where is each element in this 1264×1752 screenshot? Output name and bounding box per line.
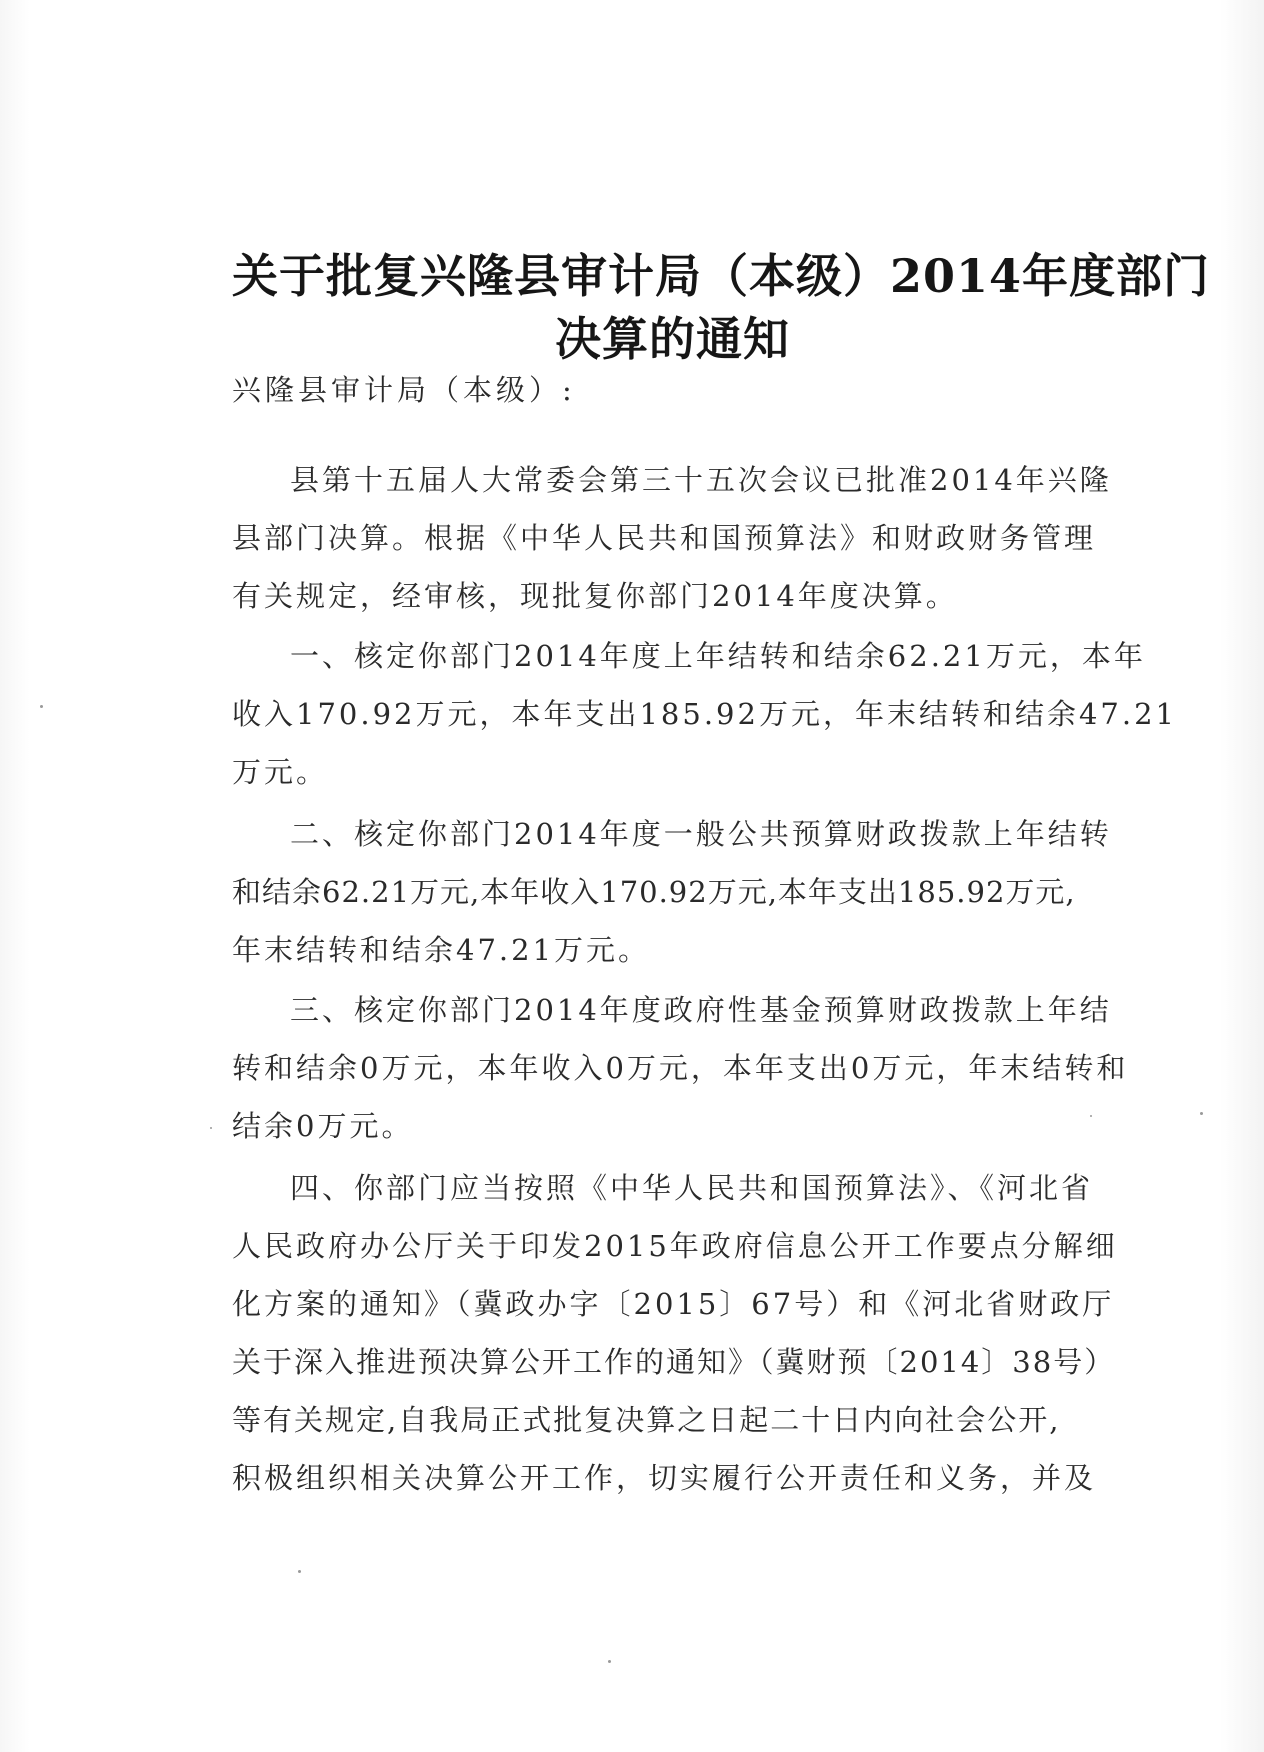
document-title-line-1: 关于批复兴隆县审计局（本级）2014年度部门 xyxy=(232,249,1211,303)
body-line: 年末结转和结余47.21万元。 xyxy=(232,933,651,967)
body-line: 二、核定你部门2014年度一般公共预算财政拨款上年结转 xyxy=(290,817,1112,851)
body-line: 等有关规定,自我局正式批复决算之日起二十日内向社会公开, xyxy=(232,1403,1061,1437)
body-line: 人民政府办公厅关于印发2015年政府信息公开工作要点分解细 xyxy=(232,1229,1118,1263)
scan-speck xyxy=(40,705,43,708)
body-line: 积极组织相关决算公开工作，切实履行公开责任和义务，并及 xyxy=(232,1461,1097,1495)
body-line: 有关规定，经审核，现批复你部门2014年度决算。 xyxy=(232,579,958,613)
scan-speck xyxy=(298,1570,301,1573)
body-line: 关于深入推进预决算公开工作的通知》（冀财预〔2014〕38号） xyxy=(232,1345,1116,1379)
body-line: 县部门决算。根据《中华人民共和国预算法》和财政财务管理 xyxy=(232,521,1097,555)
scan-speck xyxy=(1200,1112,1203,1115)
addressee: 兴隆县审计局（本级）: xyxy=(232,373,576,407)
body-line: 和结余62.21万元,本年收入170.92万元,本年支出185.92万元, xyxy=(232,875,1076,909)
scan-speck xyxy=(608,1660,611,1663)
body-line: 结余0万元。 xyxy=(232,1109,414,1143)
document-title-line-2: 决算的通知 xyxy=(555,312,790,366)
body-line: 化方案的通知》（冀政办字〔2015〕67号）和《河北省财政厅 xyxy=(232,1287,1115,1321)
body-line: 一、核定你部门2014年度上年结转和结余62.21万元，本年 xyxy=(290,639,1146,673)
body-line: 三、核定你部门2014年度政府性基金预算财政拨款上年结 xyxy=(290,993,1112,1027)
body-line: 县第十五届人大常委会第三十五次会议已批准2014年兴隆 xyxy=(290,463,1112,497)
body-line: 转和结余0万元，本年收入0万元，本年支出0万元，年末结转和 xyxy=(232,1051,1129,1085)
scan-speck xyxy=(210,1127,212,1129)
body-line: 收入170.92万元，本年支出185.92万元，年末结转和结余47.21 xyxy=(232,697,1177,731)
body-line: 四、你部门应当按照《中华人民共和国预算法》、《河北省 xyxy=(290,1171,1094,1205)
body-line: 万元。 xyxy=(232,755,329,789)
